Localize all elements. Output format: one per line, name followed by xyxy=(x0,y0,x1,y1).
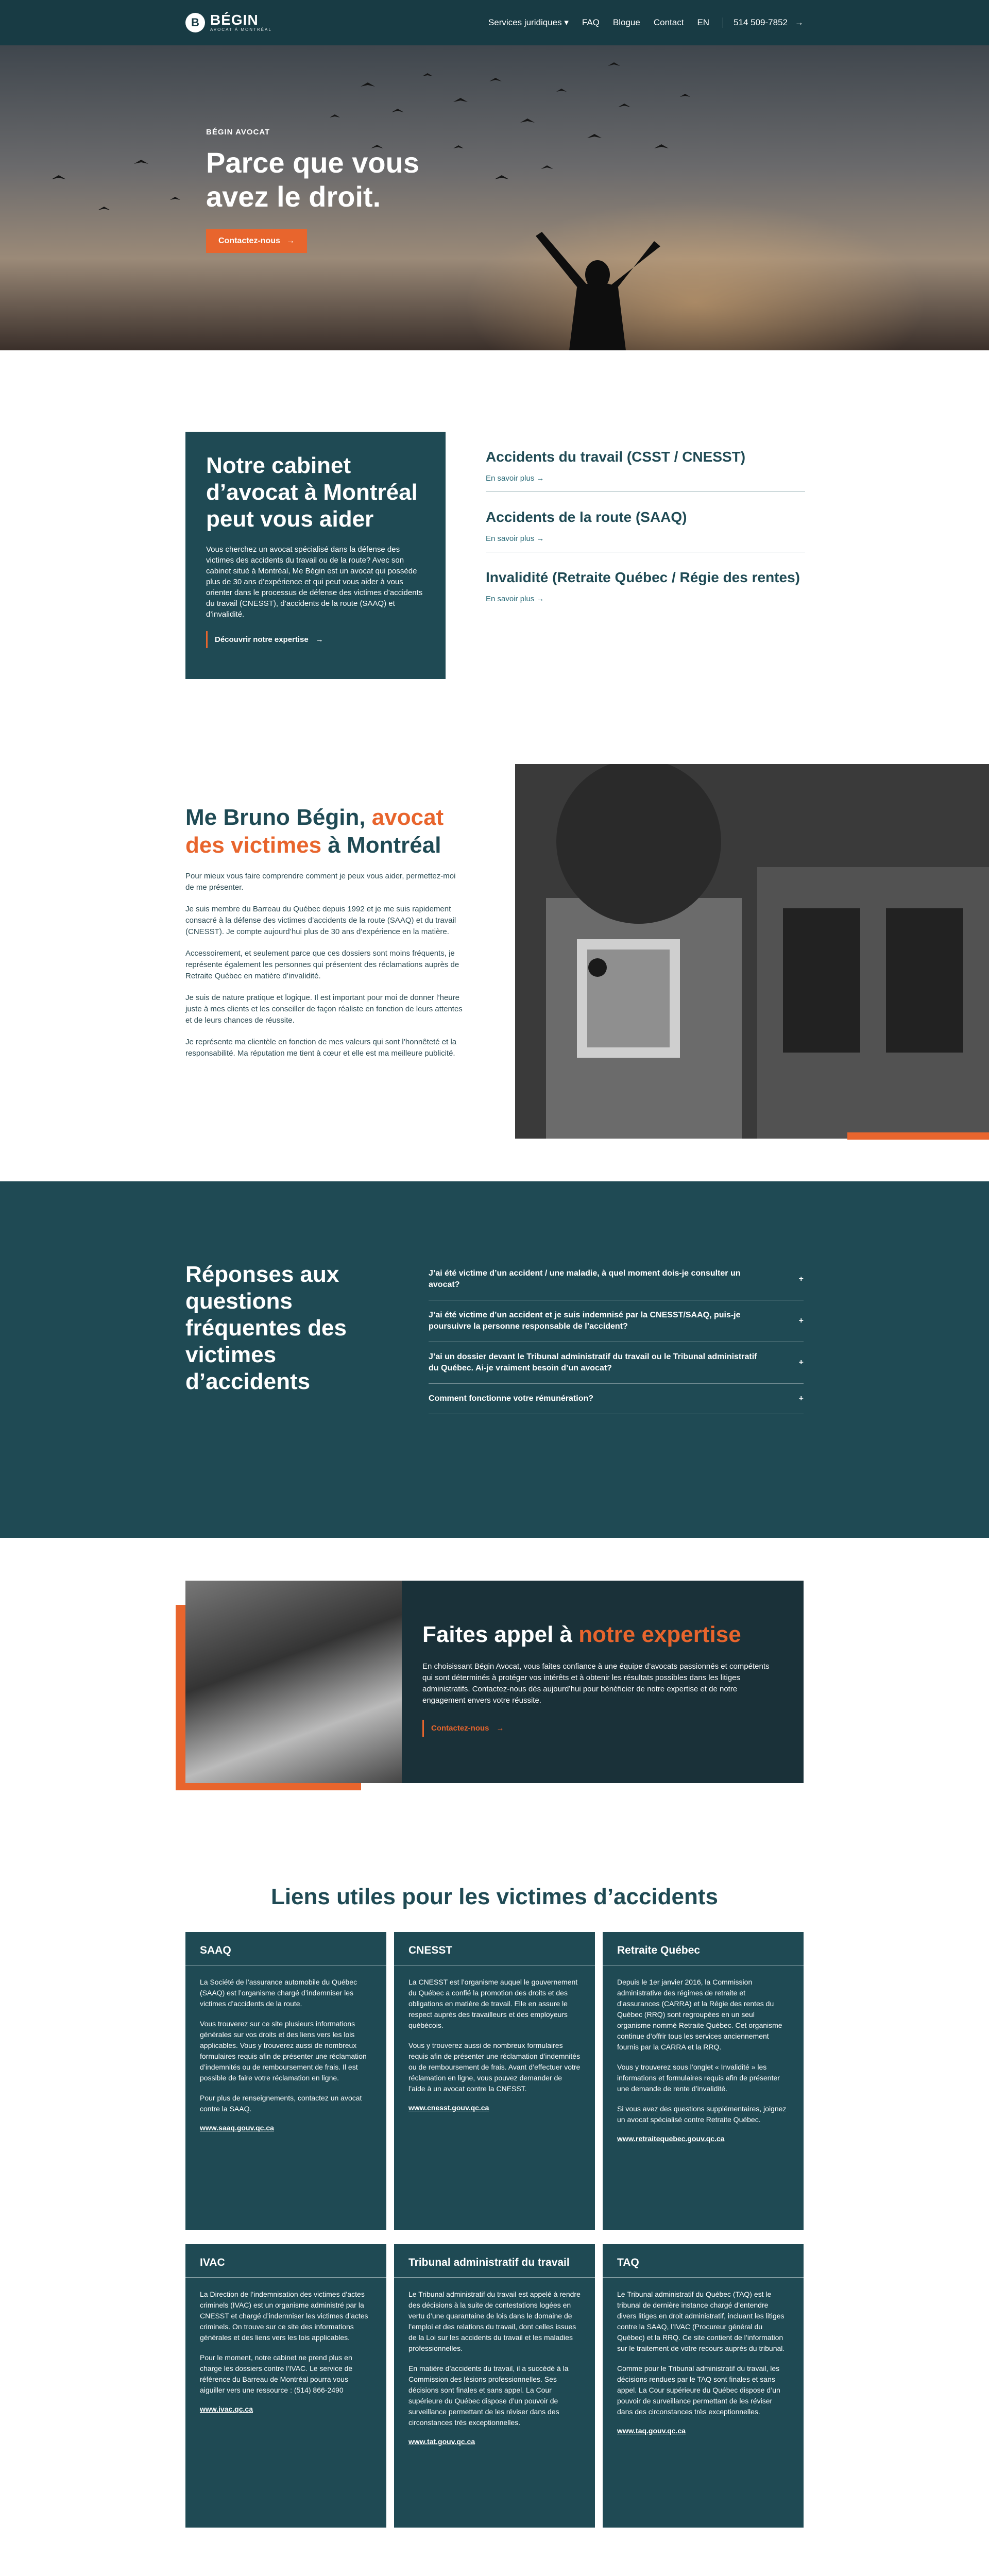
hero-content xyxy=(206,128,474,253)
title-part: à Montréal xyxy=(321,833,441,858)
hero-birds-image xyxy=(0,45,989,350)
card-url-link[interactable]: www.cnesst.gouv.qc.ca xyxy=(408,2104,489,2112)
services-list xyxy=(486,448,805,629)
wave-rock-photo xyxy=(185,1581,402,1783)
service-item-saaq xyxy=(486,509,805,552)
card-text: La Société de l’assurance automobile du Québec (SAAQ) est l’organisme chargé d’indemniser les victimes d’accidents de la route. xyxy=(200,1978,357,2008)
expertise-text: En choisissant Bégin Avocat, vous faites confiance à une équipe d’avocats passionnés et compétents qui sont déterminés à protéger vos intérêts et à obtenir les résultats possibles dans les litiges administratifs. Contactez-nous dès aujourd’hui pour bénéficier de notre expertise et de notre engagement envers votre réussite. xyxy=(422,1662,770,1705)
service-item-cnesst xyxy=(486,448,805,492)
building-illustration xyxy=(515,764,989,1139)
card-text: Depuis le 1er janvier 2016, la Commission administrative des régimes de retraite et d’assurances (CARRA) et la Régie des rentes du Québec (RRQ) sont regroupées en un seul organisme nommé Retraite Québec. Cet organisme continue d’offrir tous les services anciennement fournis par la CARRA et la RRQ. xyxy=(617,1978,782,2051)
site-logo[interactable] xyxy=(185,13,272,32)
logo-text: BÉGIN xyxy=(210,12,259,28)
arrow-right-icon: → xyxy=(315,635,323,644)
faq-item[interactable] xyxy=(429,1259,804,1300)
nav-item-services[interactable]: Services juridiques ▾ xyxy=(488,18,569,27)
card-url-link[interactable]: www.saaq.gouv.qc.ca xyxy=(200,2124,274,2132)
link-card-taq xyxy=(603,2244,804,2528)
card-title: Tribunal administratif du travail xyxy=(394,2257,595,2278)
title-highlight: avocat des victimes xyxy=(185,805,444,858)
nav-item-faq[interactable]: FAQ xyxy=(582,18,600,27)
expertise-banner xyxy=(185,1581,804,1783)
intro-card xyxy=(185,432,446,679)
nav-item-blog[interactable]: Blogue xyxy=(612,18,640,27)
card-title: IVAC xyxy=(185,2257,386,2278)
card-title: SAAQ xyxy=(185,1944,386,1965)
nav-links xyxy=(488,18,804,28)
plus-icon: + xyxy=(798,1275,804,1283)
service-title: Accidents de la route (SAAQ) xyxy=(486,509,687,525)
faq-item[interactable] xyxy=(429,1384,804,1414)
plus-icon: + xyxy=(798,1358,804,1367)
card-text: Le Tribunal administratif du Québec (TAQ) est le tribunal de dernière instance chargé d’entendre divers litiges en droit administratif, incluant les litiges contre la SAAQ, l’IVAC (Procureur général du Québec) et la RRQ. Ce site contient de l’information sur le traitement de votre recours auprès du tribunal. xyxy=(617,2290,785,2352)
service-learn-more-link[interactable]: En savoir plus → xyxy=(486,534,544,543)
arrow-right-icon: → xyxy=(286,236,295,245)
card-text: Vous trouverez sur ce site plusieurs informations générales sur vos droits et des liens vers les lois applicables. Vous y trouverez aussi de nombreux formulaires requis afin de présenter une réclamation d’indemnités ou de remboursement de frais. Il est possible de faire votre réclamation en ligne. xyxy=(200,2020,367,2082)
card-text: La Direction de l’indemnisation des victimes d’actes criminels (IVAC) est un organisme administré par la CNESST et chargé d’indemniser les victimes d’actes criminels. On trouve sur ce site des informations générales et des liens vers les lois applicables. xyxy=(200,2290,368,2342)
hero-title: Parce que vous avez le droit. xyxy=(206,146,419,213)
nav-item-language[interactable]: EN xyxy=(697,18,710,27)
link-card-ivac xyxy=(185,2244,386,2528)
plus-icon: + xyxy=(798,1316,804,1325)
title-part: Me Bruno Bégin, xyxy=(185,805,372,830)
service-item-invalidite xyxy=(486,569,805,612)
hero-eyebrow: BÉGIN AVOCAT xyxy=(206,128,270,137)
hero-contact-button[interactable] xyxy=(206,229,307,253)
about-section xyxy=(185,804,464,1070)
service-title: Accidents du travail (CSST / CNESST) xyxy=(486,449,746,465)
title-part: Faites appel à xyxy=(422,1622,579,1647)
link-card-retraite-quebec xyxy=(603,1932,804,2230)
top-navigation xyxy=(0,0,989,45)
title-highlight: notre expertise xyxy=(578,1622,741,1647)
expertise-content xyxy=(402,1581,804,1783)
phone-number: 514 509-7852 xyxy=(734,18,788,27)
faq-title: Réponses aux questions fréquentes des victimes d’accidents xyxy=(185,1262,347,1394)
card-title: Retraite Québec xyxy=(603,1944,804,1965)
hero-banner xyxy=(0,45,989,350)
card-url-link[interactable]: www.ivac.qc.ca xyxy=(200,2405,253,2413)
card-text: Pour plus de renseignements, contactez un avocat contre la SAAQ. xyxy=(200,2094,362,2113)
link-card-cnesst xyxy=(394,1932,595,2230)
useful-links-title: Liens utiles pour les victimes d’accidents xyxy=(270,1884,719,1909)
logo-b-icon: B xyxy=(185,13,205,32)
card-text: La CNESST est l’organisme auquel le gouvernement du Québec a confié la promotion des droits et des obligations en matière de travail. Elle en assure le respect auprès des travailleurs et des employeurs québécois. xyxy=(408,1978,578,2029)
card-text: Vous y trouverez sous l’onglet « Invalidité » les informations et formulaires requis afin de présenter une demande de rente d’invalidité. xyxy=(617,2063,780,2093)
link-label: Découvrir notre expertise xyxy=(215,635,309,644)
logo-subtitle: AVOCAT À MONTRÉAL xyxy=(210,27,272,32)
card-title: CNESST xyxy=(394,1944,595,1965)
faq-section xyxy=(0,1181,989,1538)
about-paragraph: Je suis de nature pratique et logique. Il est important pour moi de donner l’heure juste à mes clients et les conseiller de façon réaliste en fonction de leurs attentes et de leurs chances de réussite. xyxy=(185,993,463,1025)
intro-text: Vous cherchez un avocat spécialisé dans la défense des victimes des accidents du travail ou de la route? Avec son cabinet situé à Montréal, Me Bégin est un avocat qui possède plus de 30 ans d’expérience et qui peut vous aider à vous orienter dans le processus de défense des victimes d’accidents du travail (CNESST), d’accidents de la route (SAAQ) et d’invalidité. xyxy=(206,545,423,619)
faq-question: Comment fonctionne votre rémunération? xyxy=(429,1394,594,1403)
link-card-saaq xyxy=(185,1932,386,2230)
card-text: Si vous avez des questions supplémentaires, joignez un avocat spécialisé contre Retraite Québec. xyxy=(617,2105,787,2124)
card-text: En matière d’accidents du travail, il a succédé à la Commission des lésions professionnelles. Ses décisions sont finales et sans appel. La Cour supérieure du Québec dispose d’un pouvoir de surveillance permettant de les réviser dans des circonstances très exceptionnelles. xyxy=(408,2364,569,2427)
card-url-link[interactable]: www.taq.gouv.qc.ca xyxy=(617,2427,686,2435)
expertise-title xyxy=(422,1622,773,1648)
card-text: Comme pour le Tribunal administratif du travail, les décisions rendues par le TAQ sont finales et sans appel. La Cour supérieure du Québec dispose d’un pouvoir de surveillance permettant de les réviser dans des circonstances très exceptionnelles. xyxy=(617,2364,780,2416)
plus-icon: + xyxy=(798,1394,804,1403)
arrow-right-icon: → xyxy=(795,18,804,27)
button-label: Contactez-nous xyxy=(218,236,280,245)
discover-expertise-link[interactable] xyxy=(206,631,331,648)
link-card-tat xyxy=(394,2244,595,2528)
arrow-right-icon: → xyxy=(496,1724,504,1733)
about-paragraph: Je suis membre du Barreau du Québec depuis 1992 et je me suis rapidement consacré à la défense des victimes d’accidents de la route (SAAQ) et du travail (CNESST). Je compte aujourd’hui plus de 30 ans d’expérience en la matière. xyxy=(185,905,456,936)
about-title xyxy=(185,804,464,859)
card-text: Vous y trouverez aussi de nombreux formulaires requis afin de présenter une réclamation d’indemnités ou de remboursement de frais. Avant d’effectuer votre réclamation en ligne, vous pouvez demander de l’aide à un avocat contre la CNESST. xyxy=(408,2041,581,2093)
faq-question: J’ai été victime d’un accident et je suis indemnisé par la CNESST/SAAQ, puis-je poursuivre la personne responsable de l’accident? xyxy=(429,1311,741,1331)
about-paragraph: Je représente ma clientèle en fonction de mes valeurs qui sont l’honnêteté et la responsabilité. Ma réputation me tient à cœur et elle est ma meilleure publicité. xyxy=(185,1038,457,1058)
service-title: Invalidité (Retraite Québec / Régie des rentes) xyxy=(486,569,800,585)
nav-phone-link[interactable] xyxy=(723,18,804,28)
faq-item[interactable] xyxy=(429,1300,804,1342)
card-url-link[interactable]: www.retraitequebec.gouv.qc.ca xyxy=(617,2134,725,2143)
expertise-contact-link[interactable] xyxy=(422,1720,511,1737)
faq-item[interactable] xyxy=(429,1342,804,1384)
faq-list xyxy=(429,1259,804,1414)
faq-question: J’ai été victime d’un accident / une maladie, à quel moment dois-je consulter un avocat? xyxy=(429,1269,741,1289)
card-url-link[interactable]: www.tat.gouv.qc.ca xyxy=(408,2437,475,2446)
intro-title: Notre cabinet d’avocat à Montréal peut vous aider xyxy=(206,453,418,532)
service-learn-more-link[interactable]: En savoir plus → xyxy=(486,595,544,603)
card-title: TAQ xyxy=(603,2257,804,2278)
service-learn-more-link[interactable]: En savoir plus → xyxy=(486,474,544,483)
link-label: Contactez-nous xyxy=(431,1724,489,1733)
nav-item-label: Services juridiques xyxy=(488,18,562,27)
accent-bar xyxy=(847,1132,989,1140)
office-building-photo xyxy=(515,764,989,1139)
faq-question: J’ai un dossier devant le Tribunal administratif du travail ou le Tribunal administratif du Québec. Ai-je vraiment besoin d’un avocat? xyxy=(429,1352,757,1372)
nav-item-contact[interactable]: Contact xyxy=(653,18,684,27)
about-paragraph: Accessoirement, et seulement parce que ces dossiers sont moins fréquents, je représente également les personnes qui présentent des réclamations auprès de Retraite Québec en matière d’invalidité. xyxy=(185,949,459,980)
useful-links-grid-row1 xyxy=(185,1932,804,2230)
card-text: Pour le moment, notre cabinet ne prend plus en charge les dossiers contre l’IVAC. Le service de référence du Barreau de Montréal pourra vous aiguiller vers une ressource : (514) 866-2490 xyxy=(200,2353,353,2394)
about-paragraph: Pour mieux vous faire comprendre comment je peux vous aider, permettez-moi de me présenter. xyxy=(185,872,456,892)
useful-links-grid-row2 xyxy=(185,2244,804,2528)
card-text: Le Tribunal administratif du travail est appelé à rendre des décisions à la suite de contestations logées en vertu d’une quarantaine de lois dans le domaine de l’emploi et des relations du travail, dont celles issues de la Loi sur les accidents du travail et les maladies professionnelles. xyxy=(408,2290,581,2352)
